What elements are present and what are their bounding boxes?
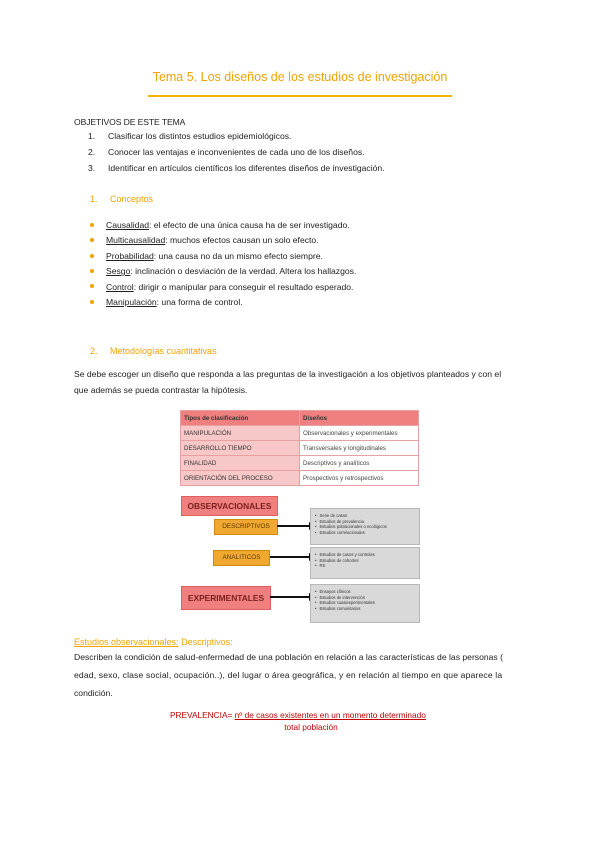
observational-link[interactable]: Estudios observacionales: xyxy=(74,637,179,647)
descriptivos-detail-box xyxy=(310,508,420,545)
arrow-descriptivos xyxy=(277,525,310,527)
concept-item: Multicausalidad: muchos efectos causan un solo efecto. xyxy=(90,233,356,248)
observational-heading: Estudios observacionales: Descriptivos: xyxy=(74,637,233,647)
title-underline xyxy=(148,95,452,97)
classification-table xyxy=(180,410,419,486)
prevalence-label: PREVALENCIA= xyxy=(170,710,233,720)
experimentales-box: EXPERIMENTALES xyxy=(181,586,271,610)
list-item: • Estudios cuasiexperimentales xyxy=(321,600,419,606)
table-header-cell: Diseños xyxy=(300,411,419,426)
observacionales-box: OBSERVACIONALES xyxy=(181,496,278,516)
prevalence-numerator: nº de casos existentes en un momento determinado xyxy=(234,710,426,720)
table-cell: ORIENTACIÓN DEL PROCESO xyxy=(181,471,300,486)
list-item: • Serie de casos xyxy=(321,513,419,519)
objective-item: 2. Conocer las ventajas e inconvenientes de cada uno de los diseños. xyxy=(88,147,365,157)
table-cell: Descriptivos y analíticos xyxy=(300,456,419,471)
concept-item: Sesgo: inclinación o desviación de la verdad. Altera los hallazgos. xyxy=(90,264,356,279)
table-row xyxy=(181,456,419,471)
analiticos-box: ANALITICOS xyxy=(213,550,270,566)
table-cell: Observacionales y experimentales xyxy=(300,426,419,441)
list-item: • Estudios correlacionales xyxy=(321,530,419,536)
table-row xyxy=(181,426,419,441)
concept-item: Causalidad: el efecto de una única causa ha de ser investigado. xyxy=(90,218,356,233)
objective-item: 1. Clasificar los distintos estudios epidemiológicos. xyxy=(88,131,292,141)
list-item: • Ensayos clínicos xyxy=(321,589,419,595)
section2-paragraph-line: que además se pueda contrastar la hipótesis. xyxy=(74,385,248,395)
list-item: • Estudios de prevalencia xyxy=(321,519,419,525)
prevalence-formula xyxy=(170,710,426,720)
objectives-heading: OBJETIVOS DE ESTE TEMA xyxy=(74,117,186,127)
arrow-experimentales xyxy=(270,596,310,598)
analiticos-detail-box xyxy=(310,547,420,579)
observational-paragraph-line: condición. xyxy=(74,688,113,698)
concept-item: Control: dirigir o manipular para conseguir el resultado esperado. xyxy=(90,280,356,295)
observational-paragraph-line: edad, sexo, clase social, ocupación..), del lugar o área geográfica, y en relación al tiempo en que aparece la xyxy=(74,670,503,680)
section2-paragraph-line: Se debe escoger un diseño que responda a las preguntas de la investigación a los objetivos planteados y con el xyxy=(74,369,502,379)
prevalence-denominator: total población xyxy=(284,722,338,732)
list-item: • Estudios de intervención xyxy=(321,595,419,601)
page-title: Tema 5. Los diseños de los estudios de investigación xyxy=(152,70,448,84)
observational-paragraph-line: Describen la condición de salud-enfermedad de una población en relación a las características de las personas ( xyxy=(74,652,503,662)
table-cell: Transversales y longitudinales xyxy=(300,441,419,456)
list-item: • Estudios comunitarios xyxy=(321,606,419,612)
table-header-row xyxy=(181,411,419,426)
section-heading-conceptos: 1. Conceptos xyxy=(90,194,154,204)
arrow-analiticos xyxy=(270,556,310,558)
table-cell: MANIPULACIÓN xyxy=(181,426,300,441)
table-row xyxy=(181,441,419,456)
table-cell: Prospectivos y retrospectivos xyxy=(300,471,419,486)
list-item: • Estudios poblacionales o ecológicos xyxy=(321,524,419,530)
table-row xyxy=(181,471,419,486)
section-heading-metodologias: 2. Metodologías cuantitativas xyxy=(90,346,217,356)
table-header-cell: Tipos de clasificación xyxy=(181,411,300,426)
table-cell: FINALIDAD xyxy=(181,456,300,471)
list-item: • Estudios de casos y controles xyxy=(321,552,419,558)
table-cell: DESARROLLO TIEMPO xyxy=(181,441,300,456)
objectives-list xyxy=(88,128,385,176)
concept-item: Manipulación: una forma de control. xyxy=(90,295,356,310)
descriptivos-box: DESCRIPTIVOS xyxy=(214,519,278,535)
list-item: • RS xyxy=(321,563,419,569)
experimentales-detail-box xyxy=(310,584,420,623)
objective-item: 3. Identificar en artículos científicos los diferentes diseños de investigación. xyxy=(88,163,385,173)
concept-item: Probabilidad: una causa no da un mismo efecto siempre. xyxy=(90,249,356,264)
concepts-list xyxy=(90,218,356,310)
list-item: • Estudios de cohortes xyxy=(321,558,419,564)
